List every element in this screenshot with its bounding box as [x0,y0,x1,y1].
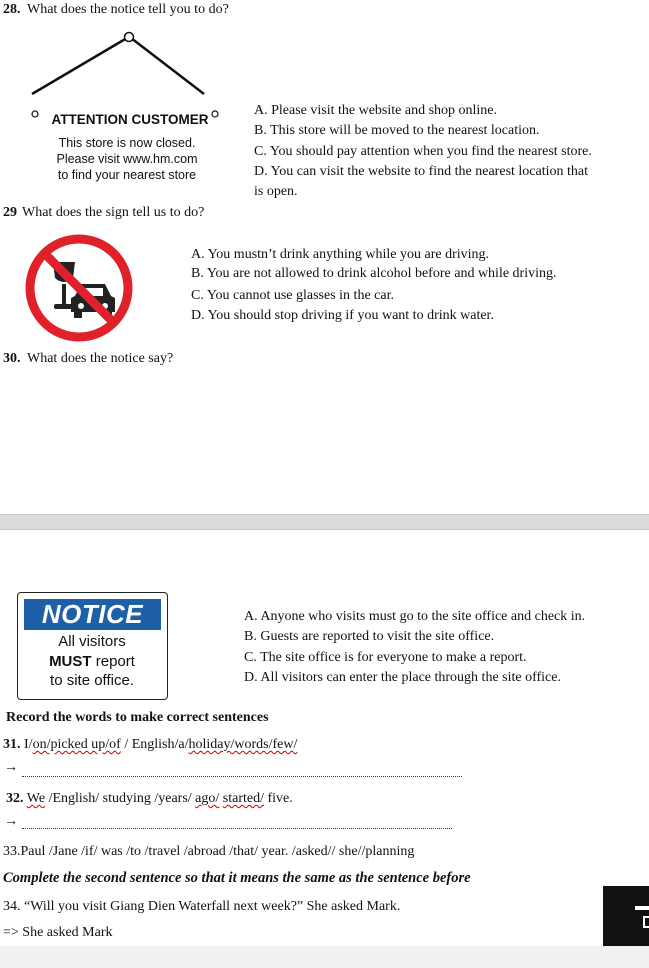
q28-option-a: A. Please visit the website and shop online. [254,103,498,118]
notice-banner: NOTICE [24,599,161,630]
reorder-heading: Record the words to make correct sentences [6,710,269,725]
q30-number: 30. [3,351,21,366]
panel-mark-bracket [643,916,649,928]
q34-prompt: 34. “Will you visit Giang Dien Waterfall next week?” She asked Mark. [3,899,401,914]
q30-option-d: D. All visitors can enter the place through the site office. [244,670,561,685]
attention-sign-title: ATTENTION CUSTOMER [51,112,209,127]
q31-arrow: → [4,760,18,775]
q30-option-c: C. The site office is for everyone to make a report. [244,650,527,665]
rewrite-heading: Complete the second sentence so that it means the same as the sentence before [3,870,471,886]
q29-option-c: C. You cannot use glasses in the car. [191,288,394,303]
bottom-gray-band [0,946,649,968]
notice-line3: to site office. [50,672,134,689]
attention-sign-line1: This store is now closed. [58,136,196,150]
q28-question: What does the notice tell you to do? [27,2,229,17]
q28-option-c: C. You should pay attention when you find the nearest store. [254,144,592,159]
q33-prompt: 33.Paul /Jane /if/ was /to /travel /abroad /that/ year. /asked// she//planning [3,844,415,859]
q28-option-b: B. This store will be moved to the nearest location. [254,123,540,138]
q28-option-d-cont: is open. [254,184,298,199]
q30-option-b: B. Guests are reported to visit the site office. [244,629,495,644]
q29-option-a: A. You mustn’t drink anything while you are driving. [191,247,490,262]
notice-sign [17,592,168,700]
q30-question: What does the notice say? [27,351,174,366]
q28-option-d: D. You can visit the website to find the nearest location that [254,164,588,179]
q29-option-d: D. You should stop driving if you want to drink water. [191,308,494,323]
q32-arrow: → [4,814,18,829]
q28-number: 28. [3,2,21,17]
attention-sign-line2: Please visit www.hm.com [56,152,198,166]
page-break-band [0,514,649,530]
notice-line1: All visitors [58,633,126,650]
q31-prompt: 31. I/on/picked up/of / English/a/holiday/words/few/ [3,737,298,752]
panel-mark-top [635,906,649,910]
attention-sign-line3: to find your nearest store [57,168,197,182]
no-drink-driving-icon [23,232,135,344]
q31-answer-line[interactable] [22,776,462,777]
q34-answer-prefix: => She asked Mark [3,925,113,940]
q32-prompt: 32. We /English/ studying /years/ ago/ started/ five. [6,791,293,806]
q30-option-a: A. Anyone who visits must go to the site office and check in. [244,609,586,624]
q29-option-b: B. You are not allowed to drink alcohol before and while driving. [191,266,557,281]
q29-number: 29 [3,205,17,220]
q32-answer-line[interactable] [22,828,452,829]
q29-question: What does the sign tell us to do? [22,205,205,220]
dark-overlay-panel [603,886,649,946]
notice-line2: MUST report [49,653,135,670]
